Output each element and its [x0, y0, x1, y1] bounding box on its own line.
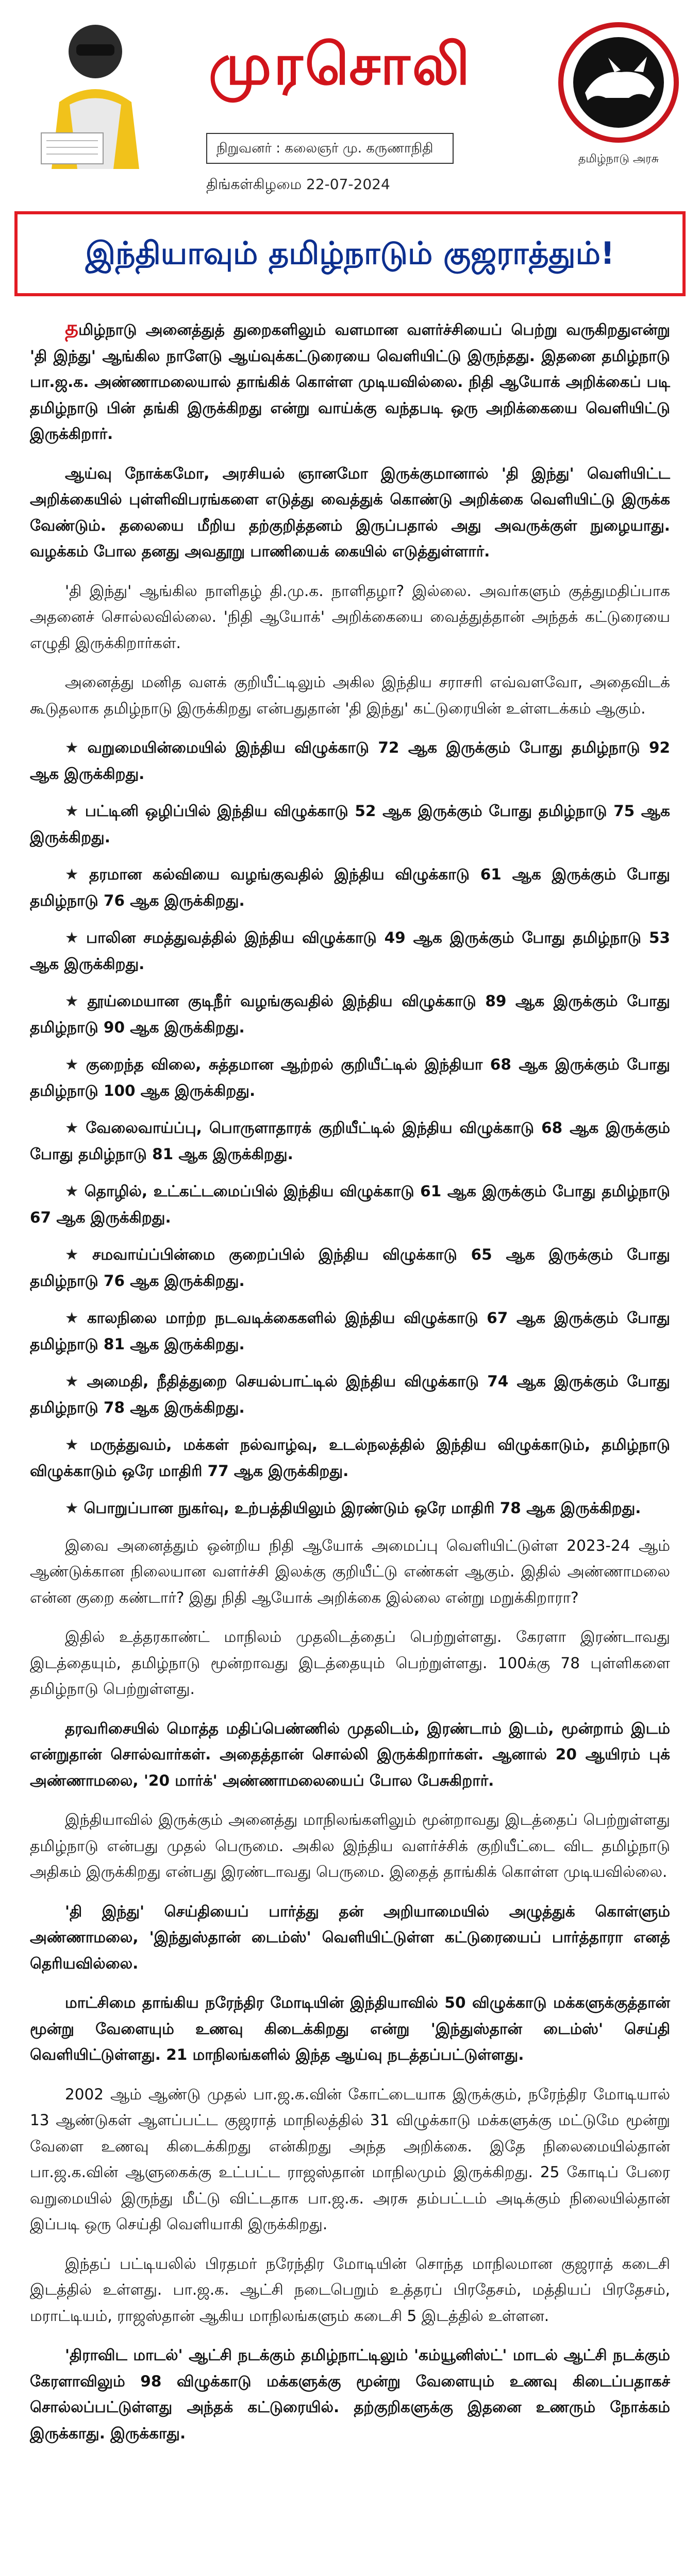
star-bullet-icon: ★ — [65, 866, 84, 883]
list-item — [30, 925, 670, 977]
article-paragraph: அனைத்து மனித வளக் குறியீட்டிலும் அகில இந்திய சராசரி எவ்வளவோ, அதைவிடக் கூடுதலாக தமிழ்நாடு இருக்கிறது என்பதுதான் 'தி இந்து' கட்டுரையின் உள்ளடக்கம் ஆகும். — [30, 673, 670, 717]
issue-date: திங்கள்கிழமை 22-07-2024 — [206, 176, 390, 193]
list-item-text: வறுமையின்மையில் இந்திய விழுக்காடு 72 ஆக இருக்கும் போது தமிழ்நாடு 92 ஆக இருக்கிறது. — [30, 739, 670, 783]
article-paragraph: தரவரிசையில் மொத்த மதிப்பெண்ணில் முதலிடம், இரண்டாம் இடம், மூன்றாம் இடம் என்றுதான் சொல்வார்கள். அதைத்தான் சொல்லி இருக்கிறார்கள். ஆனால் 20 ஆயிரம் புக் அண்ணாமலை, '20 மார்க்' அண்ணாமலையைப் போல பேசுகிறார். — [30, 1719, 670, 1789]
masthead — [0, 0, 700, 196]
seal-caption: தமிழ்நாடு அரசு — [578, 152, 659, 165]
star-bullet-icon: ★ — [65, 1499, 79, 1517]
article-paragraph: ஆய்வு நோக்கமோ, அரசியல் ஞானமோ இருக்குமானால் 'தி இந்து' வெளியிட்ட அறிக்கையில் புள்ளிவிபரங்களை எடுத்து வைத்துக் கொண்டு அறிக்கை வெளியிட்டு இருக்க வேண்டும். தலையை மீறிய தற்குறித்தனம் இருப்பதால் அது அவருக்குள் நுழையாது. வழக்கம் போல தனது அவதூறு பாணியைக் கையில் எடுத்துள்ளார். — [30, 464, 670, 560]
stats-list — [30, 735, 670, 1521]
newspaper-logo: முரசொலி — [208, 31, 472, 97]
list-item-text: பாலின சமத்துவத்தில் இந்திய விழுக்காடு 49 ஆக இருக்கும் போது தமிழ்நாடு 53 ஆக இருக்கிறது. — [30, 929, 671, 973]
list-item-text: அமைதி, நீதித்துறை செயல்பாட்டில் இந்திய விழுக்காடு 74 ஆக இருக்கும் போது தமிழ்நாடு 78 ஆக இருக்கிறது. — [30, 1372, 670, 1416]
list-item-text: குறைந்த விலை, சுத்தமான ஆற்றல் குறியீட்டில் இந்தியா 68 ஆக இருக்கும் போது தமிழ்நாடு 100 ஆக இருக்கிறது. — [30, 1056, 670, 1099]
list-item-text: தொழில், உட்கட்டமைப்பில் இந்திய விழுக்காடு 61 ஆக இருக்கும் போது தமிழ்நாடு 67 ஆக இருக்கிறது. — [30, 1182, 671, 1226]
article-paragraph: 2002 ஆம் ஆண்டு முதல் பா.ஜ.க.வின் கோட்டையாக இருக்கும், நரேந்திர மோடியால் 13 ஆண்டுகள் ஆளப்பட்ட குஜராத் மாநிலத்தில் 31 விழுக்காடு மக்களுக்கு மட்டுமே மூன்று வேளை உணவு கிடைக்கிறது என்கிறது அந்த அறிக்கை. இதே நிலைமையில்தான் பா.ஜ.க.வின் ஆளுகைக்கு உட்பட்ட ராஜஸ்தான் மாநிலமும் இருக்கிறது. 25 கோடிப் பேரை வறுமையில் இருந்து மீட்டு விட்டதாக பா.ஜ.க. அரசு தம்பட்டம் அடிக்கும் நிலையில்தான் இப்படி ஒரு செய்தி வெளியாகி இருக்கிறது. — [30, 2085, 670, 2233]
article-paragraph: 'தி இந்து' செய்தியைப் பார்த்து தன் அறியாமையில் அழுத்துக் கொள்ளும் அண்ணாமலை, 'இந்துஸ்தான் டைம்ஸ்' வெளியிட்டுள்ள கட்டுரையைப் பார்த்தாரா எனத் தெரியவில்லை. — [30, 1902, 670, 1972]
list-item — [30, 735, 670, 787]
star-bullet-icon: ★ — [65, 739, 82, 756]
list-item — [30, 1052, 670, 1104]
list-item-text: சமவாய்ப்பின்மை குறைப்பில் இந்திய விழுக்காடு 65 ஆக இருக்கும் போது தமிழ்நாடு 76 ஆக இருக்கிறது. — [30, 1246, 671, 1290]
list-item — [30, 1305, 670, 1357]
list-item-text: மருத்துவம், மக்கள் நல்வாழ்வு, உடல்நலத்தில் இந்திய விழுக்காடும், தமிழ்நாடு விழுக்காடும் ஒரே மாதிரி 77 ஆக இருக்கிறது. — [30, 1436, 670, 1480]
article-body — [30, 315, 670, 2576]
star-bullet-icon: ★ — [65, 992, 82, 1010]
emblem-seal-icon — [557, 21, 680, 149]
list-item-text: பட்டினி ஒழிப்பில் இந்திய விழுக்காடு 52 ஆக இருக்கும் போது தமிழ்நாடு 75 ஆக இருக்கிறது. — [30, 802, 670, 846]
list-item — [30, 988, 670, 1040]
star-bullet-icon: ★ — [65, 802, 80, 820]
star-bullet-icon: ★ — [65, 1436, 85, 1453]
list-item-text: தூய்மையான குடிநீர் வழங்குவதில் இந்திய விழுக்காடு 89 ஆக இருக்கும் போது தமிழ்நாடு 90 ஆக இருக்கிறது. — [30, 992, 670, 1036]
headline: இந்தியாவும் தமிழ்நாடும் குஜராத்தும்! — [85, 235, 615, 272]
list-item — [30, 1432, 670, 1484]
founder-label: நிறுவனர் : கலைஞர் மு. கருணாநிதி — [206, 133, 454, 164]
star-bullet-icon: ★ — [65, 929, 81, 946]
article-paragraph: இவை அனைத்தும் ஒன்றிய நிதி ஆயோக் அமைப்பு வெளியிட்டுள்ள 2023-24 ஆம் ஆண்டுக்கான நிலையான வளர்ச்சி இலக்கு குறியீட்டு எண்கள் ஆகும். இதில் அண்ணாமலை என்ன குறை கண்டார்? இது நிதி ஆயோக் அறிக்கை இல்லை என்று மறுக்கிறாரா? — [30, 1536, 670, 1606]
headline-box — [14, 211, 686, 296]
founder-portrait — [31, 14, 160, 169]
list-item — [30, 1495, 670, 1521]
article-paragraph: மாட்சிமை தாங்கிய நரேந்திர மோடியின் இந்தியாவில் 50 விழுக்காடு மக்களுக்குத்தான் மூன்று வேளையும் உணவு கிடைக்கிறது என்று 'இந்துஸ்தான் டைம்ஸ்' செய்தி வெளியிட்டுள்ளது. 21 மாநிலங்களில் இந்த ஆய்வு நடத்தப்பட்டுள்ளது. — [30, 1994, 670, 2063]
star-bullet-icon: ★ — [65, 1372, 82, 1390]
list-item — [30, 1178, 670, 1230]
list-item-text: காலநிலை மாற்ற நடவடிக்கைகளில் இந்திய விழுக்காடு 67 ஆக இருக்கும் போது தமிழ்நாடு 81 ஆக இருக்கிறது. — [30, 1309, 670, 1353]
article-paragraph: 'தி இந்து' ஆங்கில நாளிதழ் தி.மு.க. நாளிதழா? இல்லை. அவர்களும் குத்துமதிப்பாக அதனைச் சொல்லவில்லை. 'நிதி ஆயோக்' அறிக்கையை வைத்துத்தான் அந்தக் கட்டுரையை எழுதி இருக்கிறார்கள். — [30, 582, 670, 652]
article-paragraph: இந்தப் பட்டியலில் பிரதமர் நரேந்திர மோடியின் சொந்த மாநிலமான குஜராத் கடைசி இடத்தில் உள்ளது. பா.ஜ.க. ஆட்சி நடைபெறும் உத்தரப் பிரதேசம், மத்தியப் பிரதேசம், மராட்டியம், ராஜஸ்தான் ஆகிய மாநிலங்களும் கடைசி 5 இடத்தில் உள்ளன. — [30, 2255, 670, 2325]
article-paragraph: தமிழ்நாடு அனைத்துத் துறைகளிலும் வளமான வளர்ச்சியைப் பெற்று வருகிறதுஎன்று 'தி இந்து' ஆங்கில நாளேடு ஆய்வுக்கட்டுரையை வெளியிட்டு இருந்தது. இதனை தமிழ்நாடு பா.ஜ.க. அண்ணாமலையால் தாங்கிக் கொள்ள முடியவில்லை. நிதி ஆயோக் அறிக்கைப் படி தமிழ்நாடு பின் தங்கி இருக்கிறது என்று வாய்க்கு வந்தபடி ஒரு அறிக்கையை வெளியிட்டு இருக்கிறார். — [30, 316, 670, 443]
star-bullet-icon: ★ — [65, 1182, 79, 1200]
list-item — [30, 1115, 670, 1167]
list-item-text: வேலைவாய்ப்பு, பொருளாதாரக் குறியீட்டில் இந்திய விழுக்காடு 68 ஆக இருக்கும் போது தமிழ்நாடு 81 ஆக இருக்கிறது. — [30, 1119, 670, 1163]
star-bullet-icon: ★ — [65, 1119, 81, 1137]
article-paragraph: இதில் உத்தரகாண்ட் மாநிலம் முதலிடத்தைப் பெற்றுள்ளது. கேரளா இரண்டாவது இடத்தையும், தமிழ்நாடு மூன்றாவது இடத்தையும் பெற்றுள்ளது. 100க்கு 78 புள்ளிகளை தமிழ்நாடு பெற்றுள்ளது. — [30, 1628, 670, 1698]
list-item — [30, 1368, 670, 1420]
article-paragraph: இந்தியாவில் இருக்கும் அனைத்து மாநிலங்களிலும் மூன்றாவது இடத்தைப் பெற்றுள்ளது தமிழ்நாடு என்பது முதல் பெருமை. அகில இந்திய வளர்ச்சிக் குறியீட்டை விட தமிழ்நாடு அதிகம் இருக்கிறது என்பது இரண்டாவது பெருமை. இதைத் தாங்கிக் கொள்ள முடியவில்லை. — [30, 1811, 670, 1880]
list-item — [30, 861, 670, 913]
list-item — [30, 798, 670, 850]
star-bullet-icon: ★ — [65, 1246, 88, 1263]
list-item-text: தரமான கல்வியை வழங்குவதில் இந்திய விழுக்காடு 61 ஆக இருக்கும் போது தமிழ்நாடு 76 ஆக இருக்கிறது. — [30, 866, 671, 909]
star-bullet-icon: ★ — [65, 1056, 81, 1073]
list-item-text: பொறுப்பான நுகர்வு, உற்பத்தியிலும் இரண்டும் ஒரே மாதிரி 78 ஆக இருக்கிறது. — [84, 1499, 641, 1517]
list-item — [30, 1242, 670, 1294]
article-paragraph: 'திராவிட மாடல்' ஆட்சி நடக்கும் தமிழ்நாட்டிலும் 'கம்யூனிஸ்ட்' மாடல் ஆட்சி நடக்கும் கேரளாவிலும் 98 விழுக்காடு மக்களுக்கு மூன்று வேளையும் உணவு கிடைப்பதாகச் சொல்லப்பட்டுள்ளது அந்தக் கட்டுரையில். தற்குறிகளுக்கு இதனை உணரும் நோக்கம் இருக்காது. இருக்காது. — [30, 2346, 670, 2442]
star-bullet-icon: ★ — [65, 1309, 82, 1327]
